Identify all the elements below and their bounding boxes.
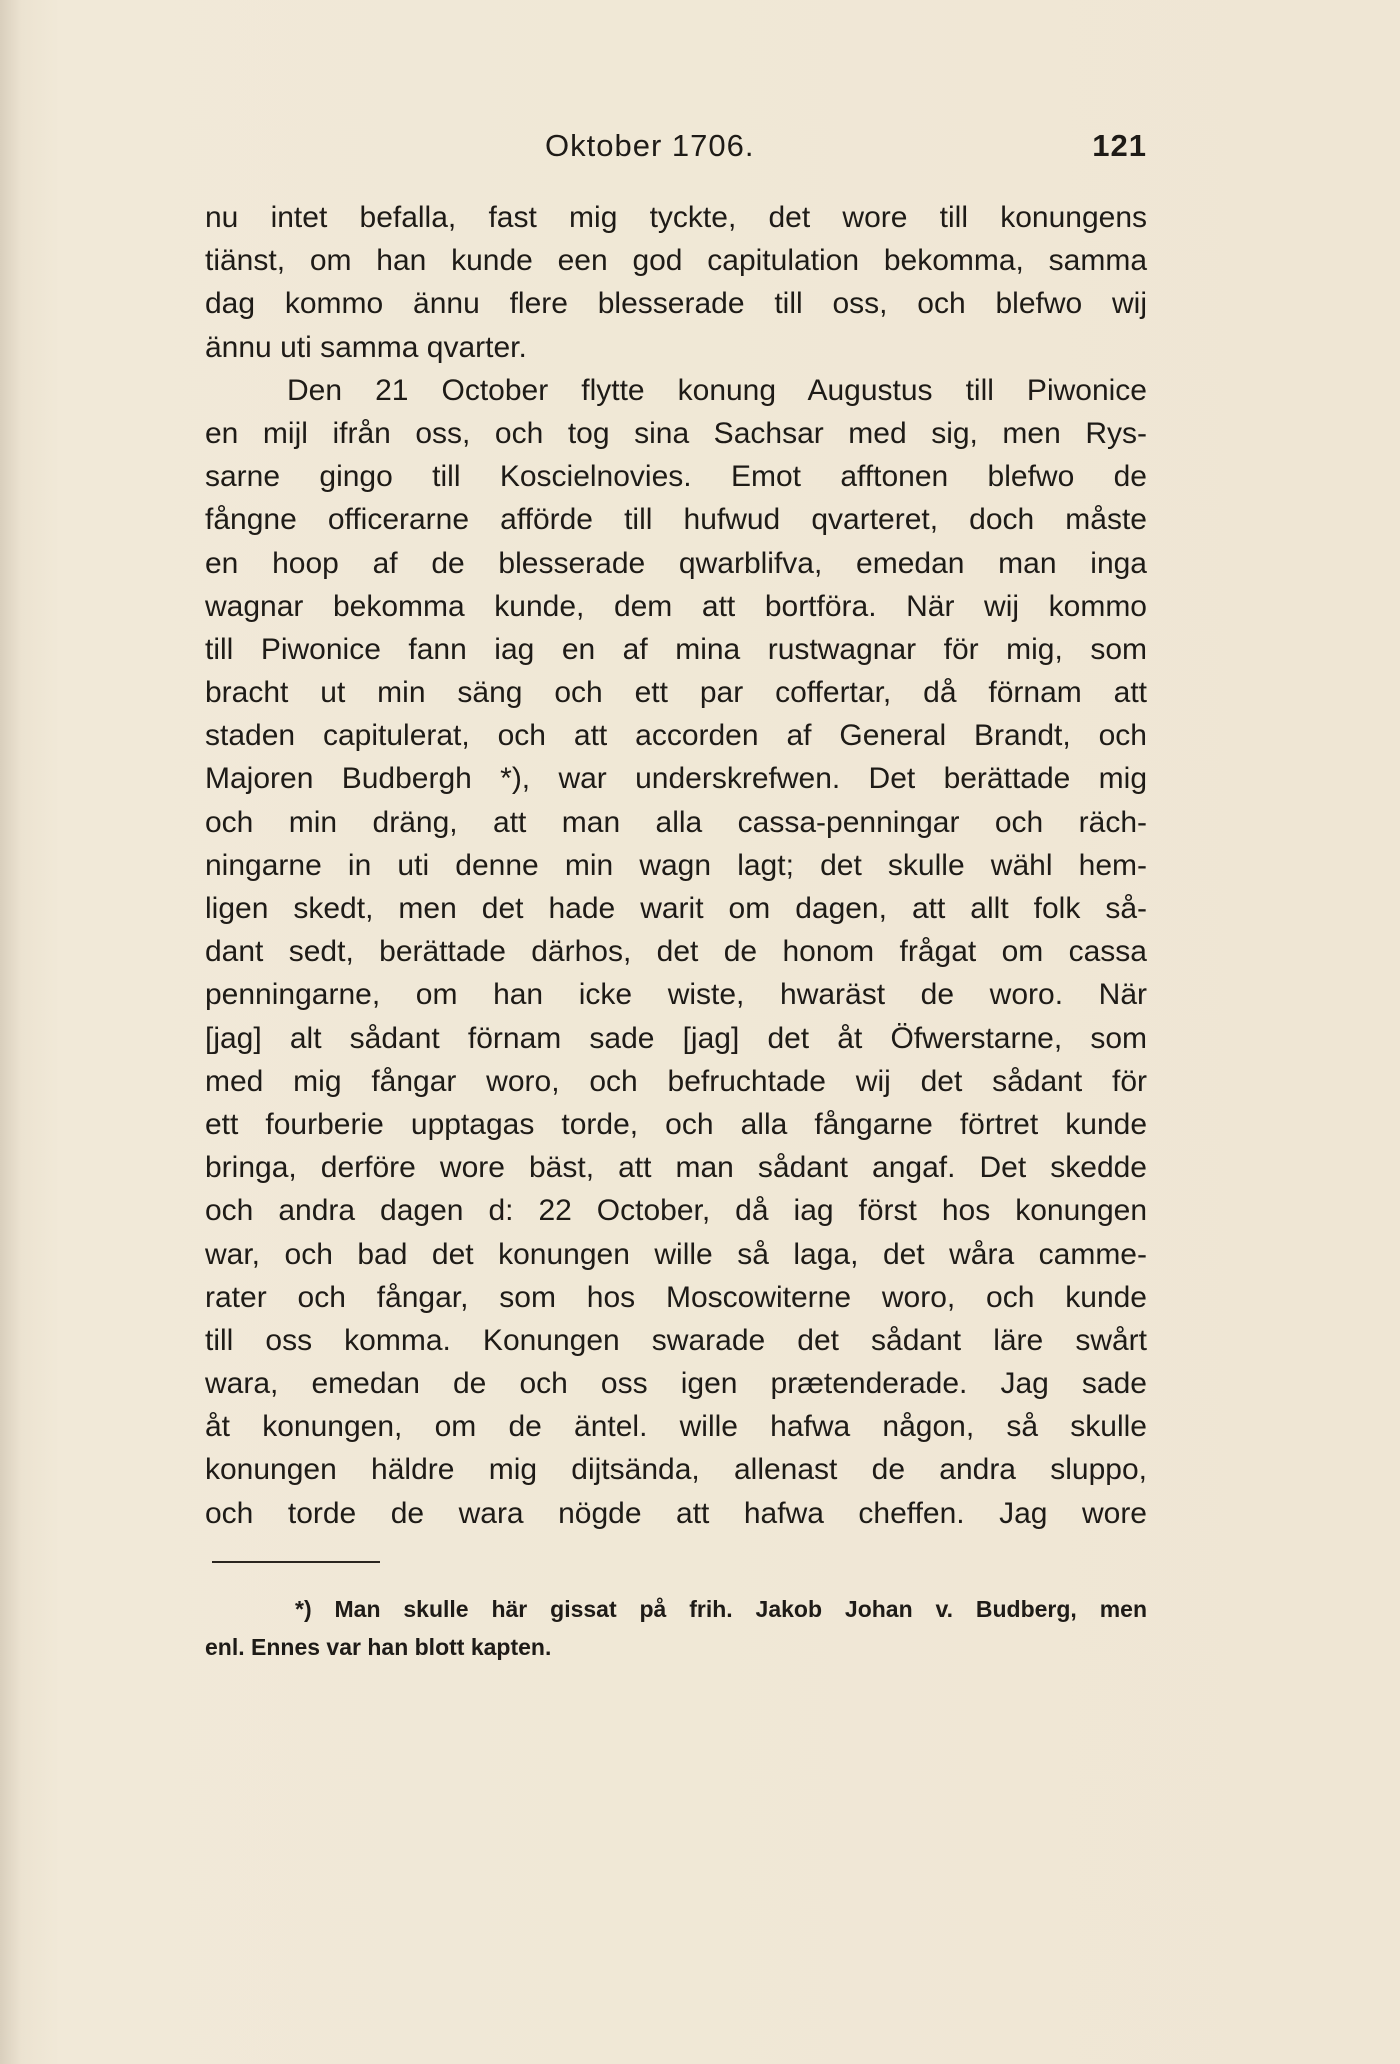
text-line: rater och fångar, som hos Moscowiterne woro, och kunde <box>205 1280 1147 1314</box>
text-line: åt konungen, om de äntel. wille hafwa någon, så skulle <box>205 1410 1147 1444</box>
page-number: 121 <box>1092 128 1147 163</box>
footnote <box>205 1590 1147 1666</box>
text-line: till oss komma. Konungen swarade det sådant läre swårt <box>205 1323 1147 1357</box>
footnote-line: enl. Ennes var han blott kapten. <box>205 1634 552 1660</box>
text-line: konungen häldre mig dijtsända, allenast de andra sluppo, <box>205 1453 1147 1487</box>
text-line: och min dräng, att man alla cassa-penningar och räch- <box>205 805 1147 839</box>
text-line: [jag] alt sådant förnam sade [jag] det åt Öfwerstarne, som <box>205 1021 1147 1055</box>
text-line: war, och bad det konungen wille så laga, det wåra camme- <box>205 1237 1147 1271</box>
text-line: en mijl ifrån oss, och tog sina Sachsar med sig, men Rys- <box>205 416 1147 450</box>
text-line: en hoop af de blesserade qwarblifva, emedan man inga <box>205 546 1147 580</box>
text-line: ligen skedt, men det hade warit om dagen, att allt folk så- <box>205 892 1147 925</box>
text-line: Majoren Budbergh *), war underskrefwen. Det berättade mig <box>205 762 1147 796</box>
running-header <box>205 128 1147 168</box>
text-line: med mig fångar woro, och befruchtade wij det sådant för <box>205 1064 1147 1098</box>
text-line: wagnar bekomma kunde, dem att bortföra. När wij kommo <box>205 589 1147 623</box>
text-line: penningarne, om han icke wiste, hwaräst de woro. När <box>205 978 1147 1012</box>
text-line: ännu uti samma qvarter. <box>205 330 527 364</box>
footnote-line: *) Man skulle här gissat på frih. Jakob Johan v. Budberg, men <box>295 1596 1147 1622</box>
text-line: till Piwonice fann iag en af mina rustwagnar för mig, som <box>205 632 1147 666</box>
text-line: wara, emedan de och oss igen prætenderade. Jag sade <box>205 1367 1147 1401</box>
text-line: och andra dagen d: 22 October, då iag först hos konungen <box>205 1194 1147 1228</box>
text-line: ett fourberie upptagas torde, och alla fångarne förtret kunde <box>205 1107 1147 1141</box>
text-line: fångne officerarne afförde till hufwud qvarteret, doch måste <box>205 503 1147 537</box>
text-line: och torde de wara nögde att hafwa cheffen. Jag wore <box>205 1496 1147 1530</box>
text-line: dant sedt, berättade därhos, det de honom frågat om cassa <box>205 935 1147 969</box>
text-line: tiänst, om han kunde een god capitulation bekomma, samma <box>205 244 1147 278</box>
main-text <box>205 196 1147 1535</box>
text-line: bringa, derföre wore bäst, att man sådant angaf. Det skedde <box>205 1151 1147 1185</box>
text-line: sarne gingo till Koscielnovies. Emot afftonen blefwo de <box>205 460 1147 494</box>
text-line: Den 21 October flytte konung Augustus till Piwonice <box>287 373 1147 407</box>
text-line: dag kommo ännu flere blesserade till oss, och blefwo wij <box>205 287 1147 321</box>
text-line: nu intet befalla, fast mig tyckte, det wore till konungens <box>205 201 1147 234</box>
text-line: bracht ut min säng och ett par coffertar, då förnam att <box>205 676 1147 710</box>
text-line: staden capitulerat, och att accorden af General Brandt, och <box>205 719 1147 753</box>
footnote-divider <box>212 1561 380 1563</box>
header-title: Oktober 1706. <box>545 128 755 163</box>
text-line: ningarne in uti denne min wagn lagt; det skulle wähl hem- <box>205 848 1147 882</box>
